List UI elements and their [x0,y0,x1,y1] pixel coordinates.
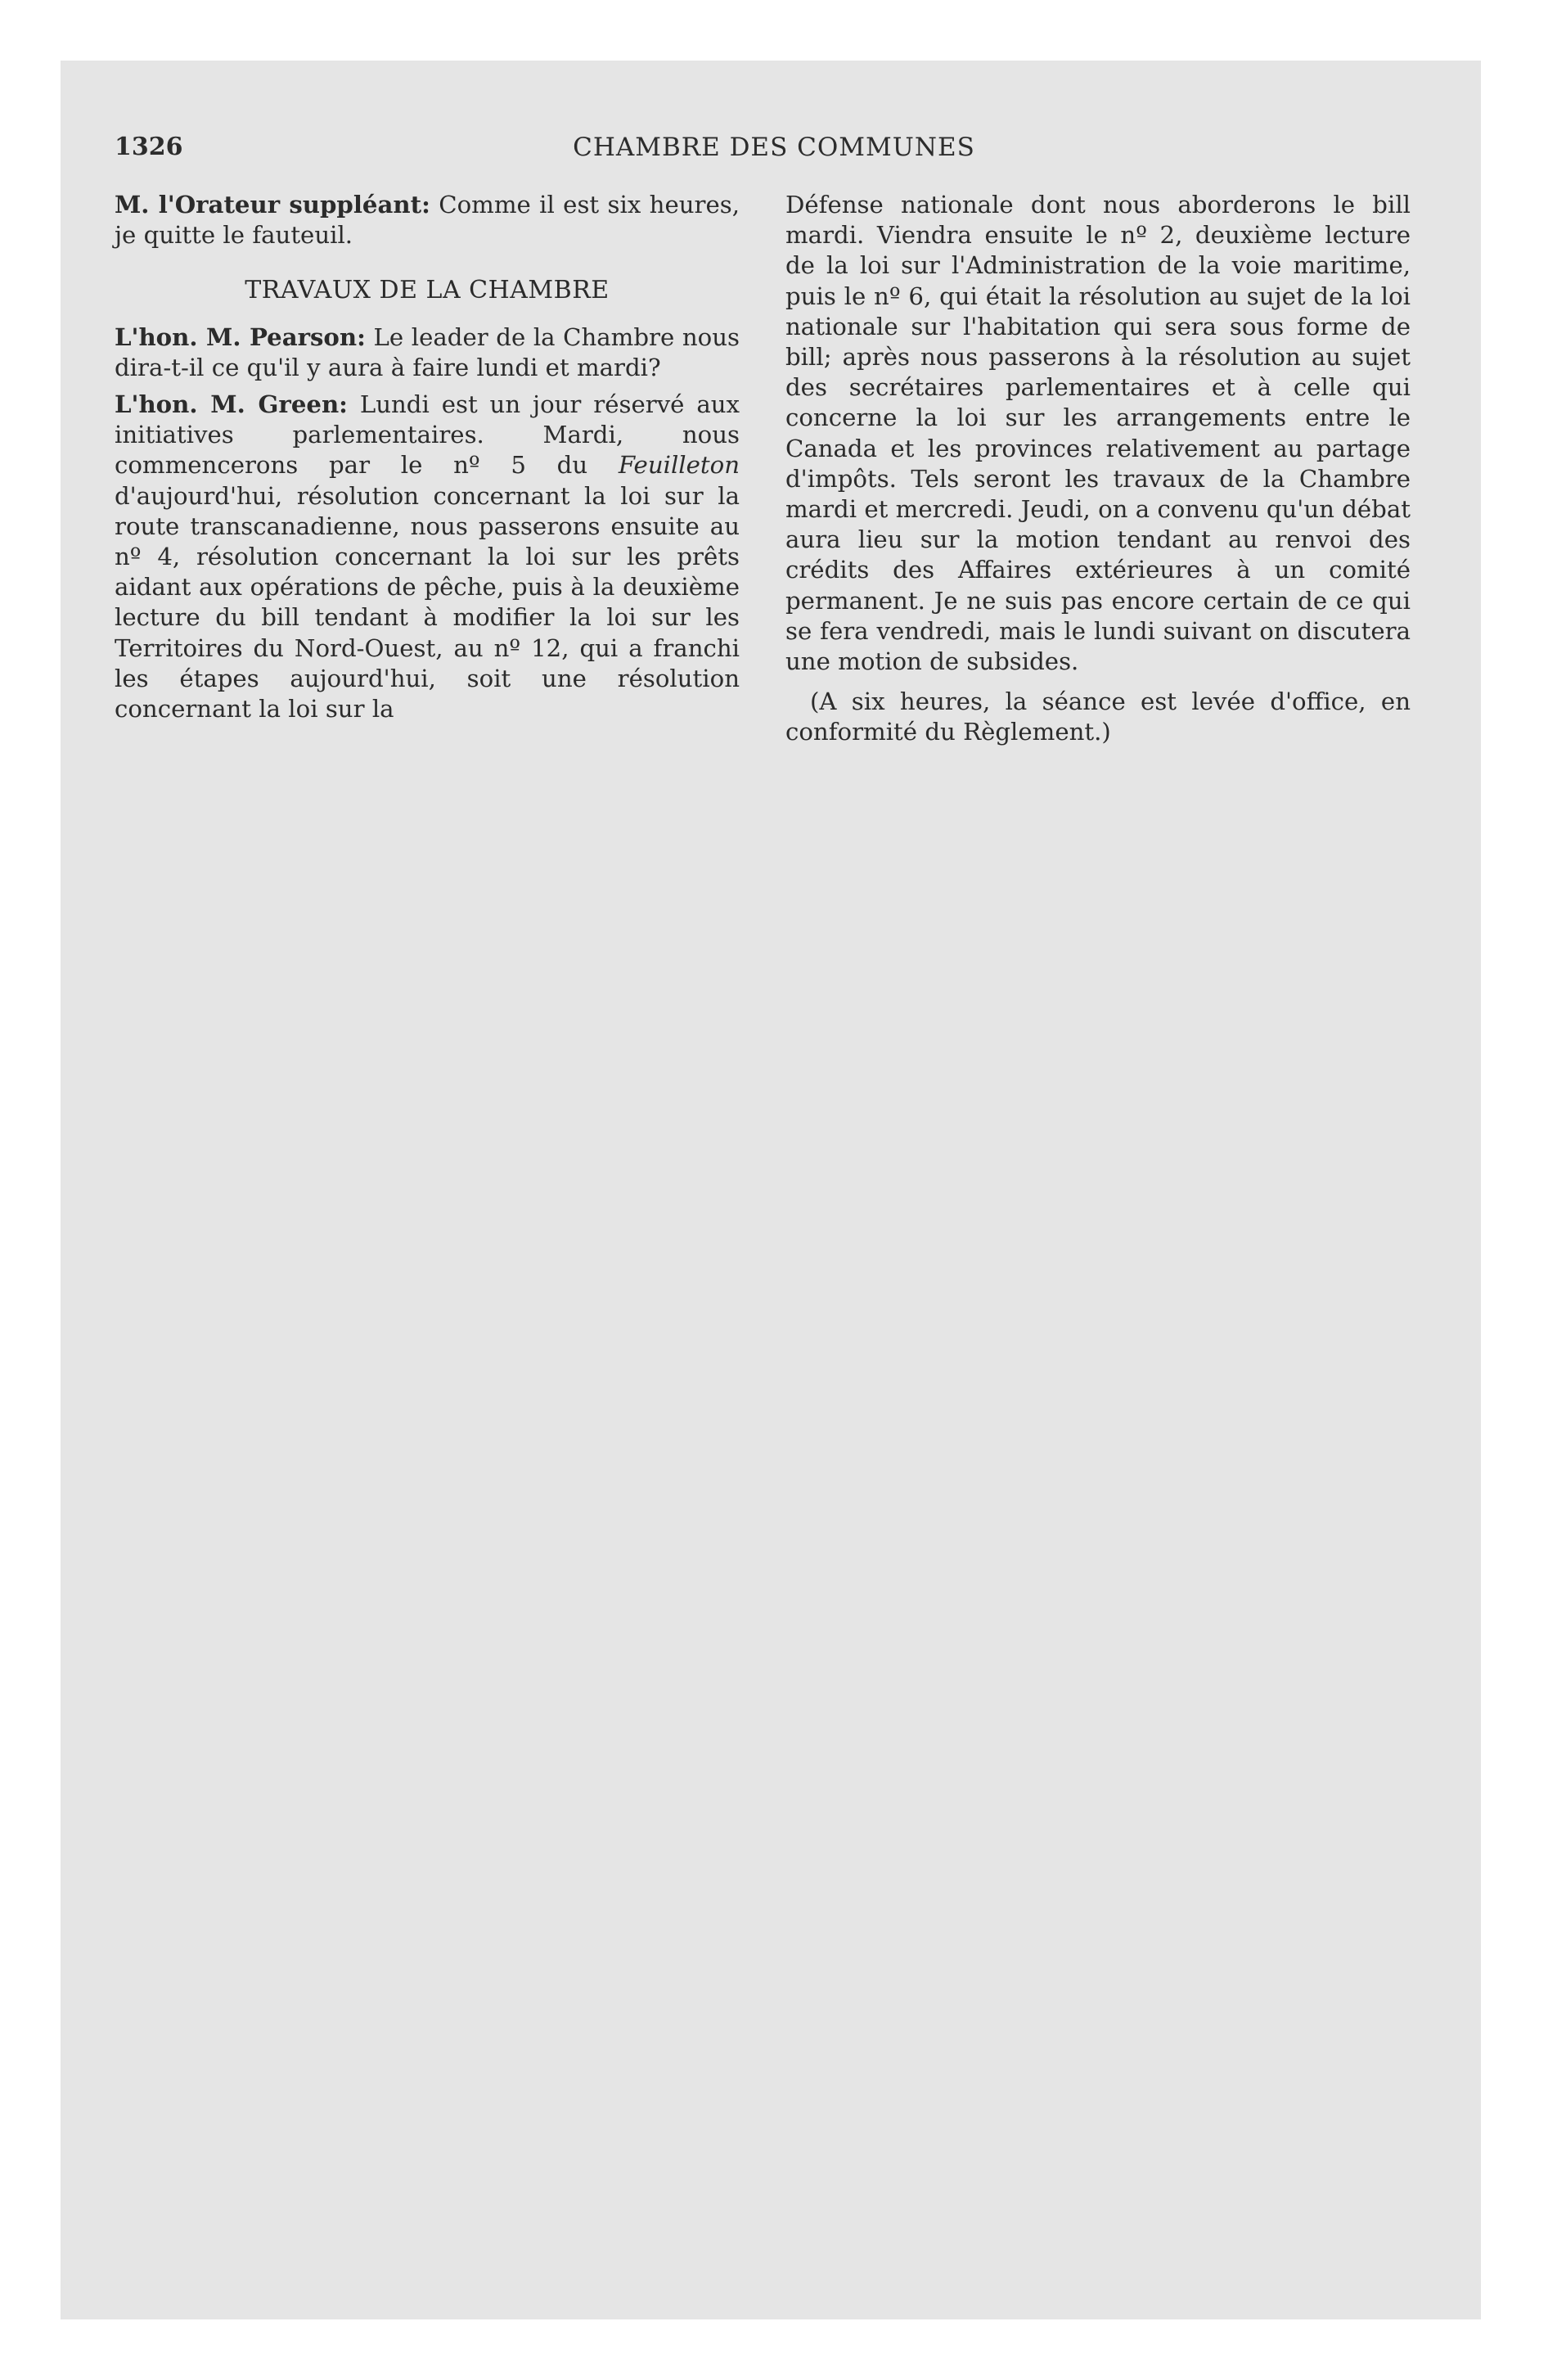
running-header [115,133,1433,170]
speech-text: Comme il est six heures, je quitte le fauteuil. [115,191,740,250]
speech-paragraph [115,190,740,250]
right-column [785,190,1411,755]
speech-paragraph [115,390,740,724]
speech-paragraph [115,322,740,383]
section-heading: TRAVAUX DE LA CHAMBRE [245,276,610,305]
speech-text: Lundi est un jour réservé aux initiatives parlementaires. Mardi, nous commencerons par le nº 5 du [115,390,740,480]
page-number: 1326 [115,133,183,161]
running-title: CHAMBRE DES COMMUNES [573,133,975,162]
procedural-note: (A six heures, la séance est levée d'office, en conformité du Règlement.) [785,687,1411,746]
speaker-name: L'hon. M. Green: [115,390,348,419]
left-column [115,190,740,731]
speaker-name: L'hon. M. Pearson: [115,322,366,351]
speaker-name: M. l'Orateur suppléant: [115,191,430,219]
speech-text: Le leader de la Chambre nous dira-t-il ce qu'il y aura à faire lundi et mardi? [115,322,740,381]
speech-text: d'aujourd'hui, résolution concernant la loi sur la route transcanadienne, nous passerons ensuite au nº 4, résolution concernant la loi sur les prêts aidant aux opérations de pêche, puis à la deuxième lecture du bill tendant à modifier la loi sur les Territoires du Nord-Ouest, au nº 12, qui a franchi les étapes aujourd'hui, soit une résolution concernant la loi sur la [115,481,740,723]
speech-text-italic: Feuilleton [618,451,740,480]
speech-paragraph: Défense nationale dont nous aborderons le bill mardi. Viendra ensuite le nº 2, deuxième lecture de la loi sur l'Administration de la voie maritime, puis le nº 6, qui était la résolution au sujet de la loi nationale sur l'habitation qui sera sous forme de bill; après nous passerons à la résolution au sujet des secrétaires parlementaires et à celle qui concerne la loi sur les arrangements entre le Canada et les provinces relativement au partage d'impôts. Tels seront les travaux de la Chambre mardi et mercredi. Jeudi, on a convenu qu'un débat aura lieu sur la motion tendant au renvoi des crédits des Affaires extérieures à un comité permanent. Je ne suis pas encore certain de ce qui se fera vendredi, mais le lundi suivant on discutera une motion de subsides. [785,191,1411,676]
